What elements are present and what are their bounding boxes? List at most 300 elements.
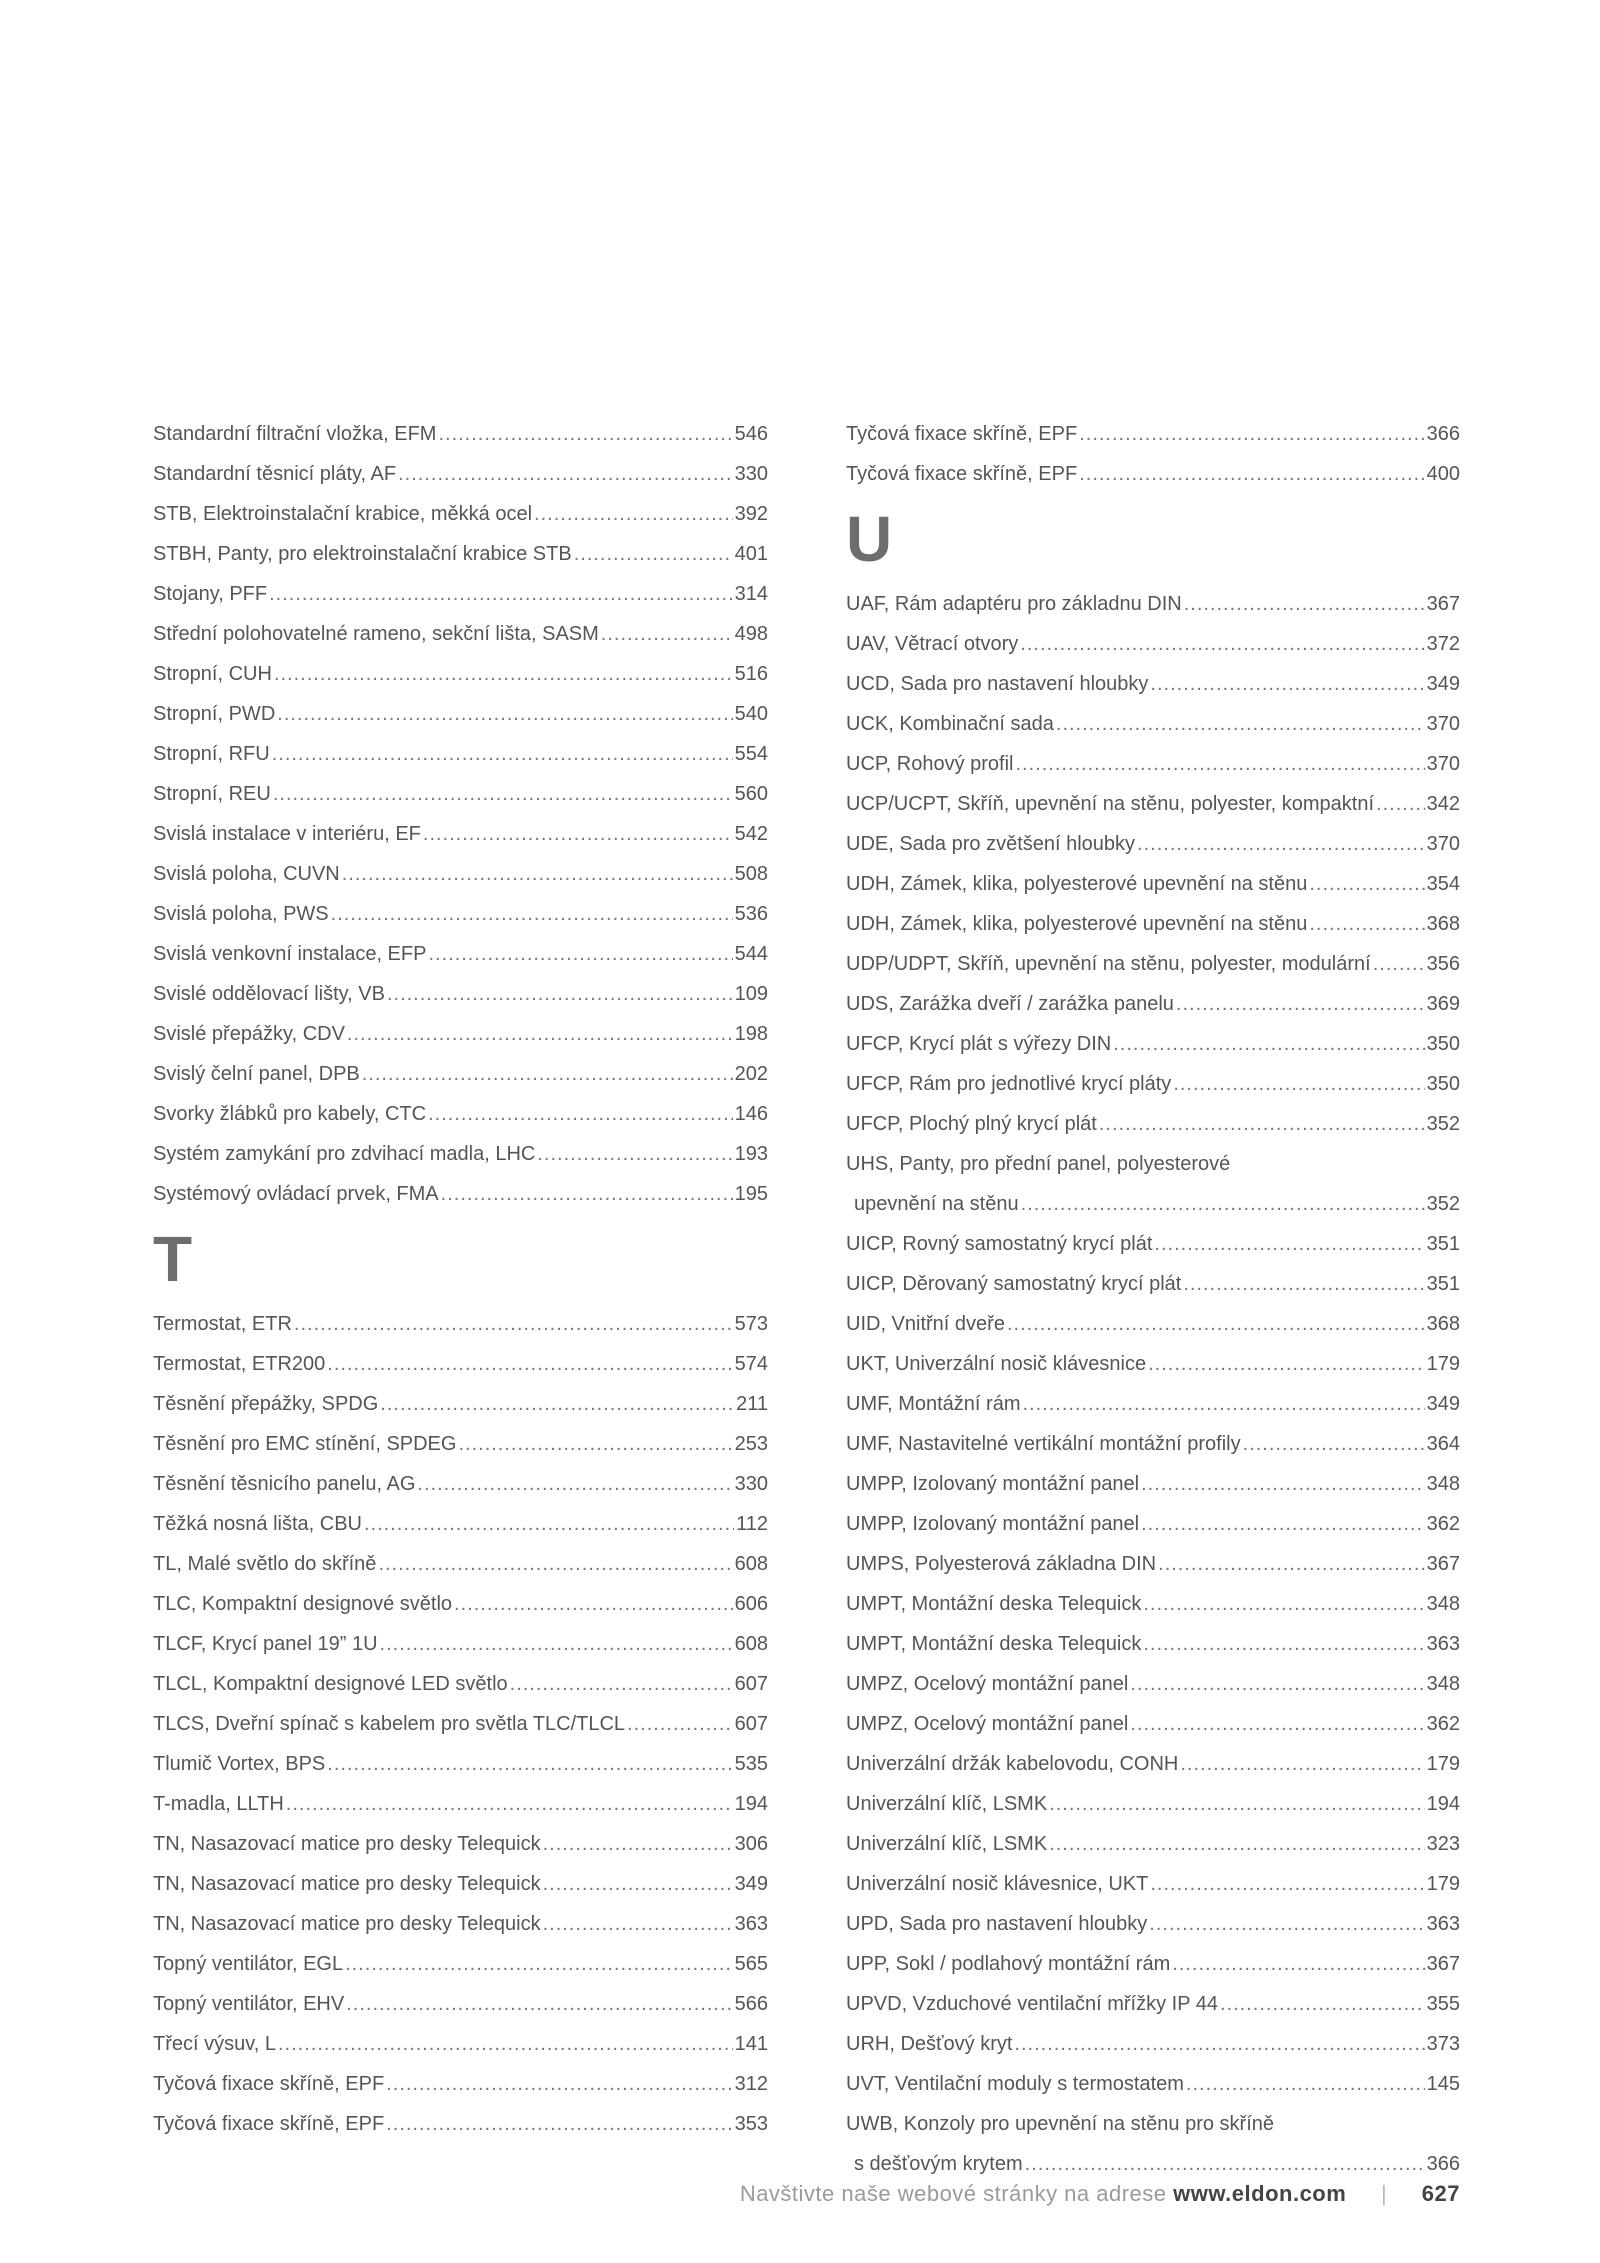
leader-dots xyxy=(1021,1184,1425,1224)
leader-dots xyxy=(327,1344,732,1384)
index-entry xyxy=(153,1824,768,1864)
leader-dots xyxy=(1149,1904,1424,1944)
index-entry xyxy=(846,2024,1460,2064)
index-entry xyxy=(846,1664,1460,1704)
leader-dots xyxy=(458,1424,732,1464)
index-entry xyxy=(153,854,768,894)
index-entry xyxy=(846,1864,1460,1904)
index-entry xyxy=(153,1544,768,1584)
index-entry-title: Termostat, ETR xyxy=(153,1313,292,1335)
leader-dots xyxy=(274,654,733,694)
index-entry-title: Těsnění přepážky, SPDG xyxy=(153,1393,379,1415)
index-entry xyxy=(846,1464,1460,1504)
index-entry-title: TLCF, Krycí panel 19” 1U xyxy=(153,1633,378,1655)
leader-dots xyxy=(441,1174,733,1214)
index-entry-page: 366 xyxy=(1426,2153,1460,2175)
index-entry-title: Stropní, RFU xyxy=(153,743,270,765)
index-entry-page: 348 xyxy=(1426,1473,1460,1495)
index-entry xyxy=(846,1384,1460,1424)
index-entry xyxy=(846,2104,1460,2184)
index-entry xyxy=(153,494,768,534)
index-entry-title: UPVD, Vzduchové ventilační mřížky IP 44 xyxy=(846,1993,1219,2015)
index-entry-title: Svislá poloha, CUVN xyxy=(153,863,340,885)
index-entry-page: 608 xyxy=(734,1553,768,1575)
index-entry-page: 370 xyxy=(1426,713,1460,735)
leader-dots xyxy=(380,1384,734,1424)
index-entry-title: TN, Nasazovací matice pro desky Telequick xyxy=(153,1873,541,1895)
index-entry-title: Univerzální nosič klávesnice, UKT xyxy=(846,1873,1149,1895)
index-entry-page: 330 xyxy=(734,463,768,485)
index-entry-title: Systém zamykání pro zdvihací madla, LHC xyxy=(153,1143,536,1165)
index-entry-page: 193 xyxy=(734,1143,768,1165)
leader-dots xyxy=(454,1584,733,1624)
leader-dots xyxy=(1150,1864,1424,1904)
index-entry-page: 323 xyxy=(1426,1833,1460,1855)
leader-dots xyxy=(1079,454,1424,494)
index-entry-page: 312 xyxy=(734,2073,768,2095)
index-entry-page: 354 xyxy=(1426,873,1460,895)
index-entry-page: 367 xyxy=(1426,1953,1460,1975)
index-entry-title: Topný ventilátor, EHV xyxy=(153,1993,345,2015)
index-entry-page: 353 xyxy=(734,2113,768,2135)
leader-dots xyxy=(331,894,733,934)
index-entry xyxy=(153,1304,768,1344)
index-entry-title: Těžká nosná lišta, CBU xyxy=(153,1513,362,1535)
index-entry xyxy=(153,2024,768,2064)
footer-text: Navštivte naše webové stránky na adrese xyxy=(739,2181,1167,2206)
index-entry-page: 109 xyxy=(734,983,768,1005)
index-entry-title: Těsnění těsnicího panelu, AG xyxy=(153,1473,416,1495)
index-entry-page: 608 xyxy=(734,1633,768,1655)
index-entry-page: 369 xyxy=(1426,993,1460,1015)
index-entry-title: UMF, Montážní rám xyxy=(846,1393,1021,1415)
index-entry-page: 544 xyxy=(734,943,768,965)
leader-dots xyxy=(278,2024,733,2064)
index-entry xyxy=(153,1784,768,1824)
leader-dots xyxy=(543,1904,733,1944)
index-entry-title: UHS, Panty, pro přední panel, polyesterové xyxy=(846,1153,1231,1175)
index-entry-page: 179 xyxy=(1426,1353,1460,1375)
index-entry-page: 560 xyxy=(734,783,768,805)
leader-dots xyxy=(398,454,733,494)
leader-dots xyxy=(1309,904,1424,944)
index-entry-page: 498 xyxy=(734,623,768,645)
leader-dots xyxy=(1376,784,1425,824)
leader-dots xyxy=(1173,1064,1424,1104)
index-entry-title: Tlumič Vortex, BPS xyxy=(153,1753,326,1775)
index-entry xyxy=(846,1224,1460,1264)
leader-dots xyxy=(378,1544,732,1584)
leader-dots xyxy=(1143,1584,1424,1624)
leader-dots xyxy=(342,854,733,894)
leader-dots xyxy=(1113,1024,1424,1064)
index-entry-page: 362 xyxy=(1426,1513,1460,1535)
index-entry-page: 145 xyxy=(1426,2073,1460,2095)
index-entry-page: 141 xyxy=(734,2033,768,2055)
index-entry-page: 574 xyxy=(734,1353,768,1375)
index-entry-title: Svorky žlábků pro kabely, CTC xyxy=(153,1103,427,1125)
index-entry-page: 348 xyxy=(1426,1673,1460,1695)
index-entry-title: Svislý čelní panel, DPB xyxy=(153,1063,360,1085)
index-entry-page: 351 xyxy=(1426,1233,1460,1255)
footer-separator: | xyxy=(1380,2181,1388,2206)
index-entry-title: UCP/UCPT, Skříň, upevnění na stěnu, polyester, kompaktní xyxy=(846,793,1375,815)
index-entry-page: 363 xyxy=(734,1913,768,1935)
leader-dots xyxy=(1130,1704,1424,1744)
leader-dots xyxy=(1141,1464,1425,1504)
index-entry-page: 211 xyxy=(736,1393,768,1415)
index-entry-page: 330 xyxy=(734,1473,768,1495)
index-entry-page: 352 xyxy=(1426,1193,1460,1215)
index-entry-page: 535 xyxy=(734,1753,768,1775)
leader-dots xyxy=(380,1624,733,1664)
leader-dots xyxy=(364,1504,734,1544)
index-entry-title: UMPZ, Ocelový montážní panel xyxy=(846,1713,1129,1735)
index-entry xyxy=(846,1704,1460,1744)
leader-dots xyxy=(1150,664,1424,704)
index-entry-title: Univerzální klíč, LSMK xyxy=(846,1833,1048,1855)
index-entry xyxy=(846,1904,1460,1944)
index-entry-title: TLC, Kompaktní designové světlo xyxy=(153,1593,453,1615)
index-entry-title: UMF, Nastavitelné vertikální montážní profily xyxy=(846,1433,1241,1455)
index-entry-page: 195 xyxy=(734,1183,768,1205)
leader-dots xyxy=(327,1744,732,1784)
leader-dots xyxy=(417,1464,732,1504)
index-entry-page: 352 xyxy=(1426,1113,1460,1135)
index-entry xyxy=(846,2064,1460,2104)
index-entry-title: UICP, Rovný samostatný krycí plát xyxy=(846,1233,1153,1255)
index-entry xyxy=(846,784,1460,824)
index-entry xyxy=(846,824,1460,864)
leader-dots xyxy=(1007,1304,1425,1344)
index-entry-title: Tyčová fixace skříně, EPF xyxy=(846,423,1078,445)
index-entry-title: UCP, Rohový profil xyxy=(846,753,1014,775)
leader-dots xyxy=(1022,1384,1424,1424)
index-entry xyxy=(846,1824,1460,1864)
index-entry-title: UAV, Větrací otvory xyxy=(846,633,1019,655)
index-entry-page: 372 xyxy=(1426,633,1460,655)
index-entry xyxy=(153,894,768,934)
index-entry xyxy=(846,584,1460,624)
index-entry-title: STBH, Panty, pro elektroinstalační krabice STB xyxy=(153,543,572,565)
leader-dots xyxy=(438,414,732,454)
index-entry-page: 306 xyxy=(734,1833,768,1855)
index-column-right xyxy=(846,414,1460,2184)
index-entry-page: 349 xyxy=(1426,1393,1460,1415)
index-entry-title: Třecí výsuv, L xyxy=(153,2033,276,2055)
index-entry-title: Svislá poloha, PWS xyxy=(153,903,329,925)
index-entry-title: Tyčová fixace skříně, EPF xyxy=(153,2073,385,2095)
index-entry-title: Střední polohovatelné rameno, sekční lišta, SASM xyxy=(153,623,599,645)
leader-dots xyxy=(1243,1424,1425,1464)
leader-dots xyxy=(1049,1824,1424,1864)
index-entry xyxy=(153,814,768,854)
index-entry xyxy=(846,1544,1460,1584)
index-entry-title: Standardní filtrační vložka, EFM xyxy=(153,423,437,445)
index-entry-title: Tyčová fixace skříně, EPF xyxy=(846,463,1078,485)
index-entry xyxy=(153,1664,768,1704)
index-entry-title: UFCP, Krycí plát s výřezy DIN xyxy=(846,1033,1112,1055)
index-entry-title: Stropní, REU xyxy=(153,783,271,805)
index-entry xyxy=(153,694,768,734)
leader-dots xyxy=(1373,944,1425,984)
index-entry xyxy=(153,1624,768,1664)
index-entry-page: 350 xyxy=(1426,1033,1460,1055)
index-entry-page: 314 xyxy=(734,583,768,605)
leader-dots xyxy=(1025,2144,1425,2184)
index-entry-title: UFCP, Rám pro jednotlivé krycí pláty xyxy=(846,1073,1172,1095)
leader-dots xyxy=(1143,1624,1424,1664)
index-entry-page: 349 xyxy=(1426,673,1460,695)
index-entry-page: 366 xyxy=(1426,423,1460,445)
index-entry xyxy=(846,1744,1460,1784)
index-entry xyxy=(153,1504,768,1544)
index-entry xyxy=(153,974,768,1014)
index-entry-page: 146 xyxy=(734,1103,768,1125)
index-entry-page: 368 xyxy=(1426,1313,1460,1335)
leader-dots xyxy=(510,1664,733,1704)
index-entry-page: 607 xyxy=(734,1673,768,1695)
index-entry-page: 370 xyxy=(1426,753,1460,775)
index-entry-title: UID, Vnitřní dveře xyxy=(846,1313,1005,1335)
index-entry xyxy=(846,414,1460,454)
index-entry xyxy=(846,624,1460,664)
index-entry-page: 179 xyxy=(1426,1753,1460,1775)
leader-dots xyxy=(574,534,733,574)
index-entry xyxy=(153,1054,768,1094)
leader-dots xyxy=(345,1944,733,1984)
leader-dots xyxy=(1130,1664,1424,1704)
index-entry-page: 348 xyxy=(1426,1593,1460,1615)
index-entry-title: UDS, Zarážka dveří / zarážka panelu xyxy=(846,993,1174,1015)
index-entry xyxy=(846,744,1460,784)
leader-dots xyxy=(347,1014,733,1054)
leader-dots xyxy=(269,574,733,614)
index-entry-page: 202 xyxy=(734,1063,768,1085)
leader-dots xyxy=(386,2104,732,2144)
index-entry-title: UMPP, Izolovaný montážní panel xyxy=(846,1513,1140,1535)
leader-dots xyxy=(1154,1224,1424,1264)
section-letter: U xyxy=(846,503,893,575)
index-entry-title: Univerzální klíč, LSMK xyxy=(846,1793,1048,1815)
index-entry-page: 401 xyxy=(734,543,768,565)
index-entry-title: UMPZ, Ocelový montážní panel xyxy=(846,1673,1129,1695)
leader-dots xyxy=(1015,744,1424,784)
leader-dots xyxy=(1180,1744,1424,1784)
index-entry-title: Stropní, PWD xyxy=(153,703,276,725)
index-entry xyxy=(846,1264,1460,1304)
index-entry-title: UPP, Sokl / podlahový montážní rám xyxy=(846,1953,1171,1975)
leader-dots xyxy=(387,974,733,1014)
index-entry-page: 362 xyxy=(1426,1713,1460,1735)
index-entry xyxy=(153,454,768,494)
index-entry xyxy=(846,664,1460,704)
index-entry-title: UMPT, Montážní deska Telequick xyxy=(846,1593,1142,1615)
index-entry xyxy=(153,414,768,454)
leader-dots xyxy=(1049,1784,1424,1824)
leader-dots xyxy=(1079,414,1424,454)
index-entry xyxy=(153,1134,768,1174)
index-entry xyxy=(153,574,768,614)
index-entry xyxy=(846,944,1460,984)
leader-dots xyxy=(1099,1104,1425,1144)
index-entry-title: Svislé oddělovací lišty, VB xyxy=(153,983,385,1005)
index-entry xyxy=(846,1624,1460,1664)
index-entry xyxy=(846,454,1460,494)
index-entry-title: Tyčová fixace skříně, EPF xyxy=(153,2113,385,2135)
index-entry-title: UCK, Kombinační sada xyxy=(846,713,1054,735)
index-entry xyxy=(846,1304,1460,1344)
index-entry xyxy=(846,1024,1460,1064)
index-entry-page: 542 xyxy=(734,823,768,845)
leader-dots xyxy=(1158,1544,1424,1584)
index-entry-title: UFCP, Plochý plný krycí plát xyxy=(846,1113,1097,1135)
index-entry-page: 355 xyxy=(1426,1993,1460,2015)
index-entry-title: UICP, Děrovaný samostatný krycí plát xyxy=(846,1273,1182,1295)
index-entry-title: Univerzální držák kabelovodu, CONH xyxy=(846,1753,1179,1775)
index-entry-title: UKT, Univerzální nosič klávesnice xyxy=(846,1353,1147,1375)
index-entry-title: UDP/UDPT, Skříň, upevnění na stěnu, polyester, modulární xyxy=(846,953,1371,975)
leader-dots xyxy=(272,734,733,774)
leader-dots xyxy=(543,1864,733,1904)
leader-dots xyxy=(423,814,733,854)
index-entry xyxy=(846,1784,1460,1824)
leader-dots xyxy=(1148,1344,1425,1384)
index-entry-title: TLCL, Kompaktní designové LED světlo xyxy=(153,1673,508,1695)
index-entry xyxy=(846,1104,1460,1144)
index-entry-page: 253 xyxy=(734,1433,768,1455)
index-entry-page: 370 xyxy=(1426,833,1460,855)
index-entry-page: 194 xyxy=(1426,1793,1460,1815)
index-entry-page: 540 xyxy=(734,703,768,725)
index-entry-page: 566 xyxy=(734,1993,768,2015)
leader-dots xyxy=(1176,984,1425,1024)
index-entry xyxy=(846,1944,1460,1984)
index-entry-title: Termostat, ETR200 xyxy=(153,1353,326,1375)
index-entry-title: UAF, Rám adaptéru pro základnu DIN xyxy=(846,593,1182,615)
index-entry-title: UWB, Konzoly pro upevnění na stěnu pro skříně xyxy=(846,2113,1275,2135)
index-entry-title: UMPP, Izolovaný montážní panel xyxy=(846,1473,1140,1495)
index-entry-title-cont: s dešťovým krytem xyxy=(854,2153,1023,2175)
index-entry-page: 368 xyxy=(1426,913,1460,935)
index-entry xyxy=(153,1584,768,1624)
index-entry xyxy=(153,1904,768,1944)
leader-dots xyxy=(346,1984,732,2024)
leader-dots xyxy=(601,614,733,654)
index-entry xyxy=(153,654,768,694)
index-entry xyxy=(153,1984,768,2024)
leader-dots xyxy=(543,1824,733,1864)
section-letter: T xyxy=(153,1223,193,1295)
index-entry-page: 364 xyxy=(1426,1433,1460,1455)
index-entry xyxy=(846,904,1460,944)
index-entry-title-cont: upevnění na stěnu xyxy=(854,1193,1019,1215)
index-entry xyxy=(153,2064,768,2104)
index-entry-page: 198 xyxy=(734,1023,768,1045)
index-entry xyxy=(846,1424,1460,1464)
index-entry xyxy=(153,734,768,774)
index-entry-page: 351 xyxy=(1426,1273,1460,1295)
leader-dots xyxy=(1020,624,1424,664)
leader-dots xyxy=(534,494,733,534)
index-entry xyxy=(846,1984,1460,2024)
leader-dots xyxy=(1183,1264,1424,1304)
index-entry xyxy=(153,1384,768,1424)
index-entry-title: TL, Malé světlo do skříně xyxy=(153,1553,377,1575)
leader-dots xyxy=(386,2064,732,2104)
index-entry xyxy=(846,1584,1460,1624)
index-entry-page: 607 xyxy=(734,1713,768,1735)
index-entry-title: T-madla, LLTH xyxy=(153,1793,284,1815)
index-entry-title: Stropní, CUH xyxy=(153,663,272,685)
index-entry-title: Systémový ovládací prvek, FMA xyxy=(153,1183,439,1205)
leader-dots xyxy=(627,1704,733,1744)
footer-url[interactable]: www.eldon.com xyxy=(1173,2181,1347,2206)
leader-dots xyxy=(277,694,732,734)
index-entry-title: TLCS, Dveřní spínač s kabelem pro světla TLC/TLCL xyxy=(153,1713,626,1735)
index-entry xyxy=(846,704,1460,744)
index-entry-title: Svislé přepážky, CDV xyxy=(153,1023,345,1045)
leader-dots xyxy=(537,1134,732,1174)
index-entry-title: UDH, Zámek, klika, polyesterové upevnění na stěnu xyxy=(846,913,1308,935)
leader-dots xyxy=(362,1054,733,1094)
index-entry xyxy=(846,1144,1460,1224)
index-entry xyxy=(153,1704,768,1744)
index-entry xyxy=(846,1344,1460,1384)
leader-dots xyxy=(1056,704,1425,744)
index-entry-page: 516 xyxy=(734,663,768,685)
index-entry-page: 363 xyxy=(1426,1633,1460,1655)
index-entry xyxy=(846,984,1460,1024)
index-entry xyxy=(846,1064,1460,1104)
index-entry xyxy=(153,614,768,654)
index-entry-page: 112 xyxy=(736,1513,768,1535)
index-entry-page: 508 xyxy=(734,863,768,885)
index-column-left xyxy=(153,414,768,2144)
page-number: 627 xyxy=(1421,2181,1460,2206)
index-entry-page: 179 xyxy=(1426,1873,1460,1895)
index-entry-page: 536 xyxy=(734,903,768,925)
index-entry-page: 400 xyxy=(1426,463,1460,485)
index-entry-page: 554 xyxy=(734,743,768,765)
index-entry-page: 546 xyxy=(734,423,768,445)
index-entry-page: 367 xyxy=(1426,593,1460,615)
leader-dots xyxy=(1141,1504,1425,1544)
index-entry xyxy=(153,1944,768,1984)
index-entry xyxy=(153,2104,768,2144)
index-entry-page: 392 xyxy=(734,503,768,525)
index-entry-title: UMPT, Montážní deska Telequick xyxy=(846,1633,1142,1655)
leader-dots xyxy=(1186,2064,1425,2104)
index-entry xyxy=(153,774,768,814)
index-entry-title: Standardní těsnicí pláty, AF xyxy=(153,463,397,485)
leader-dots xyxy=(428,1094,733,1134)
index-entry-title: UMPS, Polyesterová základna DIN xyxy=(846,1553,1157,1575)
index-entry-title: UPD, Sada pro nastavení hloubky xyxy=(846,1913,1148,1935)
index-entry xyxy=(153,1424,768,1464)
index-entry xyxy=(153,1014,768,1054)
leader-dots xyxy=(286,1784,733,1824)
page-footer xyxy=(740,2181,1460,2207)
index-entry xyxy=(153,1464,768,1504)
leader-dots xyxy=(294,1304,733,1344)
index-entry-page: 373 xyxy=(1426,2033,1460,2055)
index-entry-title: TN, Nasazovací matice pro desky Telequick xyxy=(153,1913,541,1935)
index-entry-title: URH, Dešťový kryt xyxy=(846,2033,1013,2055)
index-entry-title: Topný ventilátor, EGL xyxy=(153,1953,344,1975)
index-entry-page: 356 xyxy=(1426,953,1460,975)
index-entry-title: Těsnění pro EMC stínění, SPDEG xyxy=(153,1433,457,1455)
